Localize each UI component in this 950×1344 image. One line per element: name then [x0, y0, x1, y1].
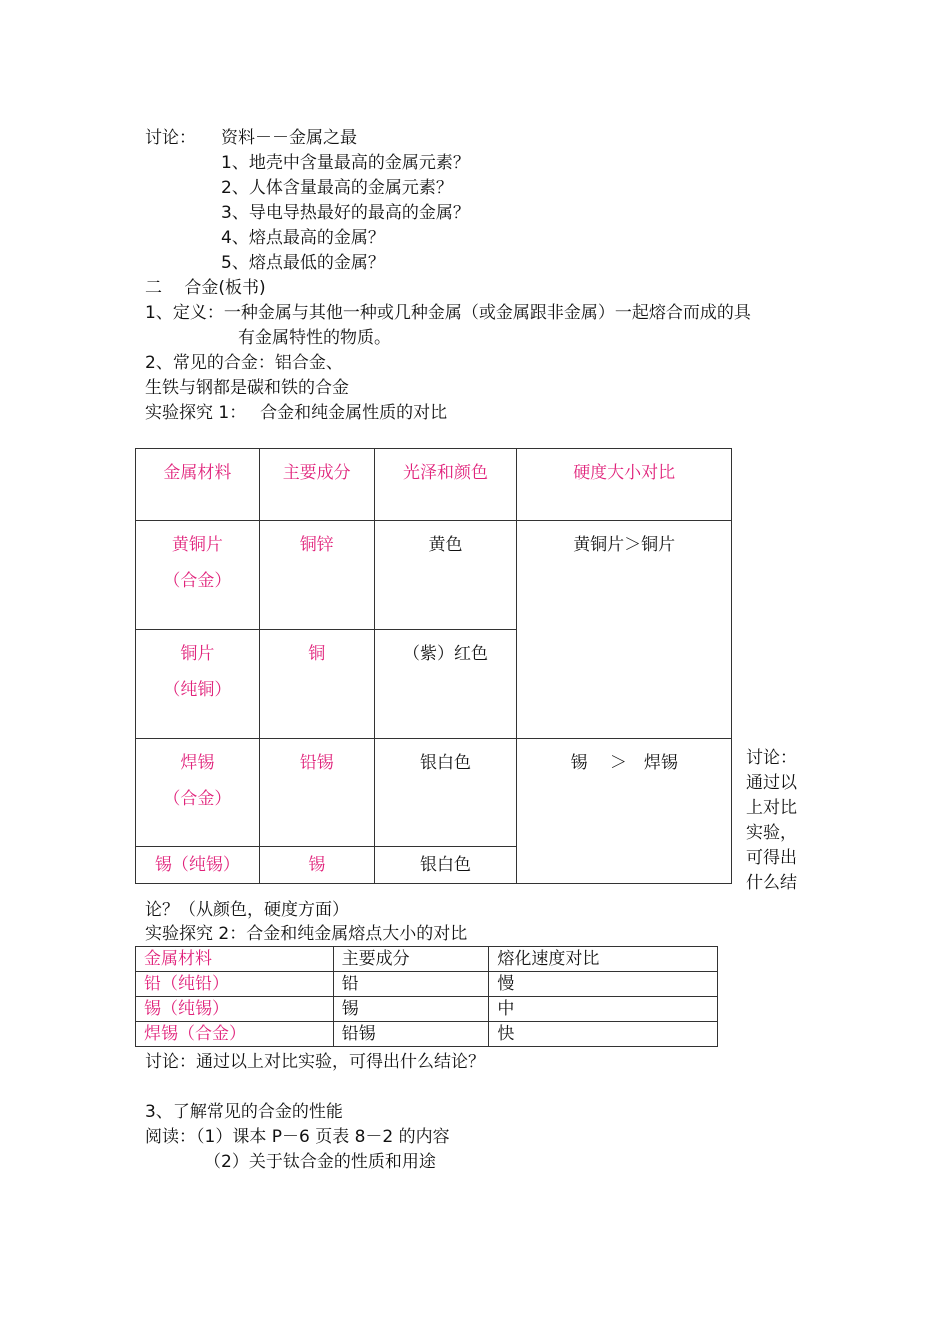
- discussion-continued: 论？（从颜色，硬度方面）: [145, 900, 349, 920]
- t1-header-color: 光泽和颜色: [374, 449, 517, 521]
- t2-header-material: 金属材料: [136, 947, 334, 972]
- t1-header-hardness: 硬度大小对比: [517, 449, 732, 521]
- table-row-material: 黄铜片 （合金）: [136, 521, 260, 630]
- reading-1: 阅读：（1）课本 P－6 页表 8－2 的内容: [145, 1127, 450, 1147]
- table-row-component: 铅锡: [333, 1022, 489, 1047]
- experiment-2-title: 实验探究 2：合金和纯金属熔点大小的对比: [145, 924, 468, 944]
- material-title: 资料－－金属之最: [221, 128, 357, 148]
- experiment-1-title: 实验探究 1： 合金和纯金属性质的对比: [145, 403, 448, 423]
- table-row-material: 铜片 （纯铜）: [136, 630, 260, 739]
- t2-header-speed: 熔化速度对比: [489, 947, 718, 972]
- table-row-color: 黄色: [374, 521, 517, 630]
- t2-header-component: 主要成分: [333, 947, 489, 972]
- t1-header-component: 主要成分: [259, 449, 374, 521]
- question-1: 1、地壳中含量最高的金属元素？: [221, 153, 470, 173]
- definition-line-1: 1、定义：一种金属与其他一种或几种金属（或金属跟非金属）一起熔合而成的具: [145, 303, 751, 323]
- alloy-heading: 二 合金(板书): [145, 278, 266, 298]
- discussion-2: 讨论：通过以上对比实验，可得出什么结论？: [145, 1052, 485, 1072]
- table-row-component: 铜: [259, 630, 374, 739]
- iron-steel-note: 生铁与钢都是碳和铁的合金: [145, 378, 349, 398]
- table-row-component: 锡: [259, 847, 374, 884]
- table-row-color: 银白色: [374, 847, 517, 884]
- table-row-component: 锡: [333, 997, 489, 1022]
- table-row-material: 锡（纯锡）: [136, 997, 334, 1022]
- table-row-speed: 中: [489, 997, 718, 1022]
- hardness-tin-vs-solder: 锡 ＞ 焊锡: [517, 739, 732, 884]
- definition-line-2: 有金属特性的物质。: [238, 328, 391, 348]
- table-row-component: 铅锡: [259, 739, 374, 847]
- side-discussion-note: 讨论：通过以上对比实验，可得出什么结: [746, 748, 797, 893]
- table-row-color: 银白色: [374, 739, 517, 847]
- table-row-material: 铅（纯铅）: [136, 972, 334, 997]
- common-alloys: 2、常见的合金：铝合金、: [145, 353, 343, 373]
- section-3-heading: 3、了解常见的合金的性能: [145, 1102, 343, 1122]
- question-2: 2、人体含量最高的金属元素？: [221, 178, 453, 198]
- question-4: 4、熔点最高的金属？: [221, 228, 385, 248]
- question-5: 5、熔点最低的金属？: [221, 253, 385, 273]
- table-row-material: 焊锡（合金）: [136, 1022, 334, 1047]
- table-row-color: （紫）红色: [374, 630, 517, 739]
- t1-header-material: 金属材料: [136, 449, 260, 521]
- table-row-speed: 快: [489, 1022, 718, 1047]
- table-row-component: 铅: [333, 972, 489, 997]
- table-row-component: 铜锌: [259, 521, 374, 630]
- question-3: 3、导电导热最好的最高的金属？: [221, 203, 470, 223]
- discuss-label: 讨论：: [145, 128, 196, 148]
- hardness-brass-vs-copper: 黄铜片＞铜片: [517, 521, 732, 739]
- table-row-material: 焊锡 （合金）: [136, 739, 260, 847]
- reading-2: （2）关于钛合金的性质和用途: [204, 1152, 436, 1172]
- table-row-material: 锡（纯锡）: [136, 847, 260, 884]
- comparison-table-2: [135, 946, 718, 1047]
- table-row-speed: 慢: [489, 972, 718, 997]
- comparison-table-1: [135, 448, 732, 884]
